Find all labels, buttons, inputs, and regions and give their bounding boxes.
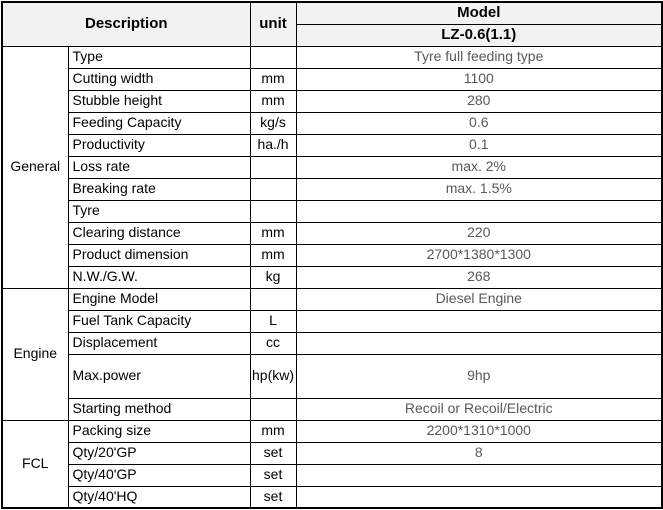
table-row xyxy=(2,178,662,200)
row-value: 0.1 xyxy=(296,134,662,156)
row-unit xyxy=(250,398,296,420)
table-row xyxy=(2,222,662,244)
row-value: 268 xyxy=(296,266,662,288)
row-value: 2200*1310*1000 xyxy=(296,420,662,442)
row-value: max. 1.5% xyxy=(296,178,662,200)
row-unit: set xyxy=(250,464,296,486)
row-label: Stubble height xyxy=(68,90,250,112)
row-label: Type xyxy=(68,46,250,68)
row-value: 2700*1380*1300 xyxy=(296,244,662,266)
table-row xyxy=(2,46,662,68)
row-unit xyxy=(250,178,296,200)
row-value: 0.6 xyxy=(296,112,662,134)
row-unit: kg xyxy=(250,266,296,288)
row-value xyxy=(296,332,662,354)
table-row xyxy=(2,156,662,178)
row-label: Fuel Tank Capacity xyxy=(68,310,250,332)
row-value xyxy=(296,464,662,486)
table-row xyxy=(2,310,662,332)
section-category: Engine xyxy=(2,288,68,420)
row-label: Max.power xyxy=(68,354,250,398)
spec-table-header xyxy=(2,2,662,46)
row-unit: mm xyxy=(250,420,296,442)
header-model: Model xyxy=(296,2,662,24)
table-row xyxy=(2,398,662,420)
table-row xyxy=(2,134,662,156)
row-label: Productivity xyxy=(68,134,250,156)
row-value: Diesel Engine xyxy=(296,288,662,310)
table-row xyxy=(2,90,662,112)
row-unit: hp(kw) xyxy=(250,354,296,398)
row-label: Qty/40'HQ xyxy=(68,486,250,508)
header-description: Description xyxy=(2,2,250,46)
row-label: Cutting width xyxy=(68,68,250,90)
table-row xyxy=(2,112,662,134)
table-row xyxy=(2,332,662,354)
row-label: Engine Model xyxy=(68,288,250,310)
row-unit: mm xyxy=(250,244,296,266)
table-row xyxy=(2,464,662,486)
section-category: FCL xyxy=(2,420,68,508)
row-unit xyxy=(250,200,296,222)
table-row xyxy=(2,200,662,222)
row-value: 8 xyxy=(296,442,662,464)
row-label: Qty/40'GP xyxy=(68,464,250,486)
table-row xyxy=(2,354,662,398)
spec-table-body xyxy=(2,46,662,508)
table-row xyxy=(2,244,662,266)
table-row xyxy=(2,420,662,442)
header-row-1 xyxy=(2,2,662,24)
row-unit xyxy=(250,156,296,178)
row-label: Qty/20'GP xyxy=(68,442,250,464)
row-label: Feeding Capacity xyxy=(68,112,250,134)
row-unit: L xyxy=(250,310,296,332)
spec-table xyxy=(1,1,663,509)
row-unit: set xyxy=(250,442,296,464)
row-unit xyxy=(250,46,296,68)
table-row xyxy=(2,288,662,310)
header-unit: unit xyxy=(250,2,296,46)
row-value: 9hp xyxy=(296,354,662,398)
row-value: 1100 xyxy=(296,68,662,90)
row-label: Product dimension xyxy=(68,244,250,266)
row-unit: cc xyxy=(250,332,296,354)
row-unit: set xyxy=(250,486,296,508)
row-unit xyxy=(250,288,296,310)
row-label: N.W./G.W. xyxy=(68,266,250,288)
row-label: Starting method xyxy=(68,398,250,420)
row-value xyxy=(296,200,662,222)
row-value: max. 2% xyxy=(296,156,662,178)
table-row xyxy=(2,486,662,508)
row-value xyxy=(296,486,662,508)
row-label: Tyre xyxy=(68,200,250,222)
row-unit: kg/s xyxy=(250,112,296,134)
header-model-value: LZ-0.6(1.1) xyxy=(296,24,662,46)
row-label: Clearing distance xyxy=(68,222,250,244)
table-row xyxy=(2,442,662,464)
row-value: Tyre full feeding type xyxy=(296,46,662,68)
row-label: Loss rate xyxy=(68,156,250,178)
row-label: Breaking rate xyxy=(68,178,250,200)
row-label: Displacement xyxy=(68,332,250,354)
row-unit: mm xyxy=(250,222,296,244)
row-value xyxy=(296,310,662,332)
row-value: 220 xyxy=(296,222,662,244)
table-row xyxy=(2,68,662,90)
row-unit: mm xyxy=(250,90,296,112)
table-row xyxy=(2,266,662,288)
row-unit: ha./h xyxy=(250,134,296,156)
row-unit: mm xyxy=(250,68,296,90)
row-label: Packing size xyxy=(68,420,250,442)
row-value: 280 xyxy=(296,90,662,112)
section-category: General xyxy=(2,46,68,288)
row-value: Recoil or Recoil/Electric xyxy=(296,398,662,420)
